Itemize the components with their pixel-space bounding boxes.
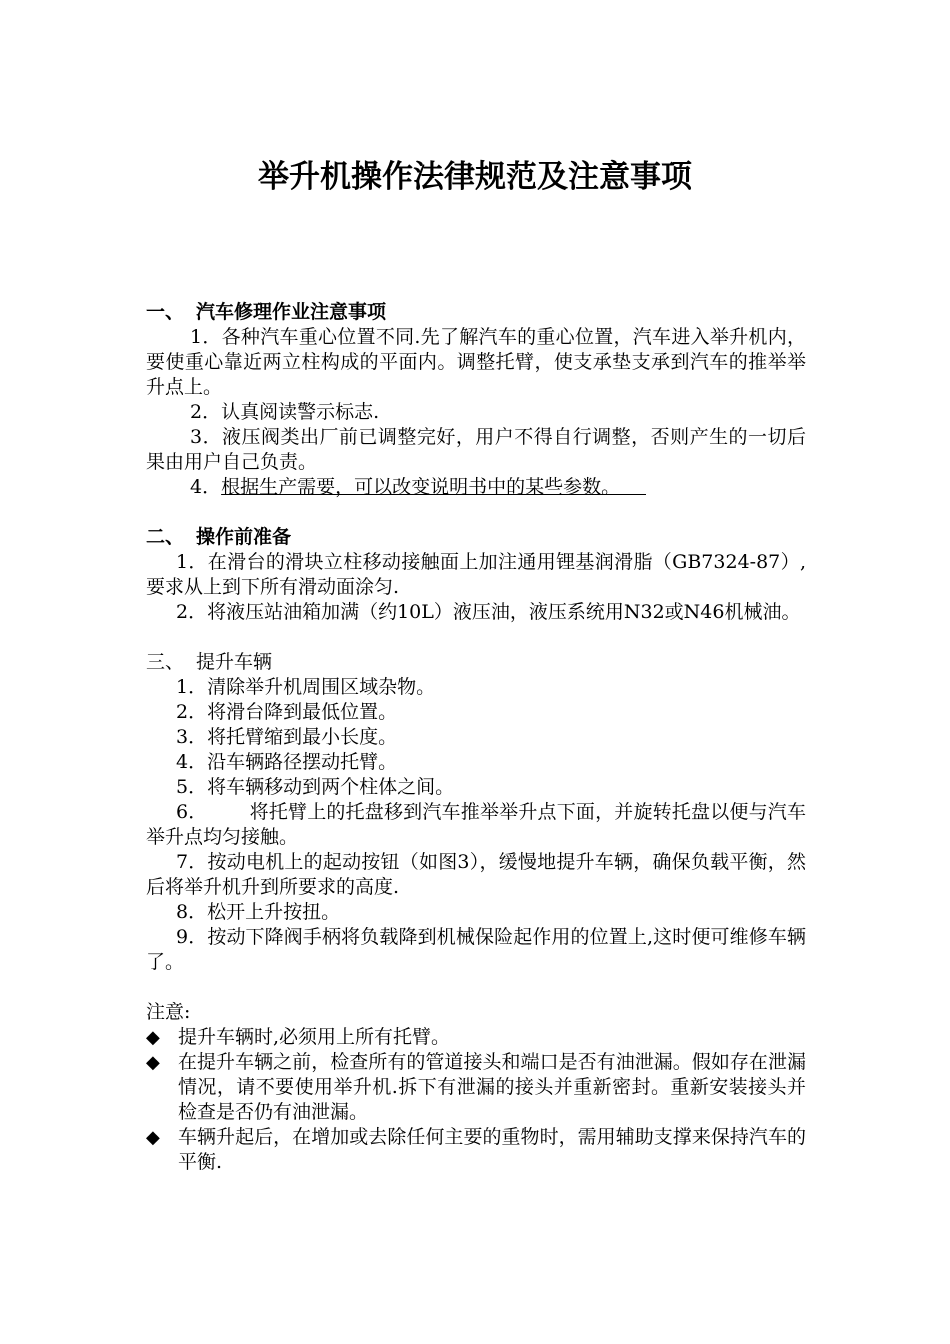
blank-line xyxy=(146,975,806,1000)
section1-item-4 xyxy=(146,475,806,500)
section3-item-9: 9．按动下降阀手柄将负载降到机械保险起作用的位置上,这时便可维修车辆了。 xyxy=(146,926,806,973)
diamond-bullet-icon: ◆ xyxy=(146,1127,160,1148)
underline-tail xyxy=(620,476,646,495)
section3-item-7: 7．按动电机上的起动按钮（如图3），缓慢地提升车辆，确保负载平衡，然后将举升机升到所要求的高度. xyxy=(146,851,806,898)
section3-item-2: 2．将滑台降到最低位置。 xyxy=(176,701,398,723)
section-number: 一、 xyxy=(146,301,185,323)
item-number: 4． xyxy=(190,476,222,498)
blank-line xyxy=(146,625,806,650)
section-title: 汽车修理作业注意事项 xyxy=(196,301,387,323)
section1-item-3: 3．液压阀类出厂前已调整完好，用户不得自行调整，否则产生的一切后果由用户自己负责。 xyxy=(146,426,806,473)
section3-item-1: 1．清除举升机周围区域杂物。 xyxy=(176,676,436,698)
section-heading-2 xyxy=(146,525,806,550)
note-text: 车辆升起后，在增加或去除任何主要的重物时，需用辅助支撑来保持汽车的平衡. xyxy=(178,1126,806,1173)
note-text: 在提升车辆之前，检查所有的管道接头和端口是否有油泄漏。假如存在泄漏情况，请不要使用举升机.拆下有泄漏的接头并重新密封。重新安装接头并检查是否仍有油泄漏。 xyxy=(178,1051,806,1123)
note-item-3 xyxy=(146,1125,806,1175)
diamond-bullet-icon: ◆ xyxy=(146,1052,160,1073)
section-number: 二、 xyxy=(146,526,185,548)
item-text: 将托臂上的托盘移到汽车推举举升点下面，并旋转托盘以便与汽车举升点均匀接触。 xyxy=(146,801,806,848)
section3-item-5: 5．将车辆移动到两个柱体之间。 xyxy=(176,776,455,798)
note-item-1 xyxy=(146,1025,806,1050)
section-title: 操作前准备 xyxy=(196,526,292,548)
note-text: 提升车辆时,必须用上所有托臂。 xyxy=(178,1026,451,1048)
note-item-2 xyxy=(146,1050,806,1125)
section2-item-2: 2．将液压站油箱加满（约10L）液压油，液压系统用N32或N46机械油。 xyxy=(176,601,801,623)
section-heading-3 xyxy=(146,650,806,675)
section-number: 三、 xyxy=(146,651,185,673)
item-number: 6． xyxy=(176,801,208,823)
section3-item-6 xyxy=(146,800,806,850)
section2-item-1: 1．在滑台的滑块立柱移动接触面上加注通用锂基润滑脂（GB7324-87）,要求从上到下所有滑动面涂匀. xyxy=(146,551,806,598)
section1-item-1: 1．各种汽车重心位置不同.先了解汽车的重心位置，汽车进入举升机内，要使重心靠近两立柱构成的平面内。调整托臂，使支承垫支承到汽车的推举举升点上。 xyxy=(146,326,806,398)
section3-item-3: 3．将托臂缩到最小长度。 xyxy=(176,726,398,748)
section-heading-1 xyxy=(146,300,806,325)
section1-item-2: 2．认真阅读警示标志. xyxy=(190,401,380,423)
blank-line xyxy=(146,500,806,525)
underlined-text: 根据生产需要，可以改变说明书中的某些参数。 xyxy=(221,476,621,498)
section-title: 提升车辆 xyxy=(196,651,273,673)
section3-item-8: 8．松开上升按扭。 xyxy=(176,901,341,923)
section3-item-4: 4．沿车辆路径摆动托臂。 xyxy=(176,751,398,773)
document-title: 举升机操作法律规范及注意事项 xyxy=(258,159,692,195)
document-body xyxy=(146,300,806,1175)
diamond-bullet-icon: ◆ xyxy=(146,1027,160,1048)
notes-label: 注意: xyxy=(146,1001,191,1023)
